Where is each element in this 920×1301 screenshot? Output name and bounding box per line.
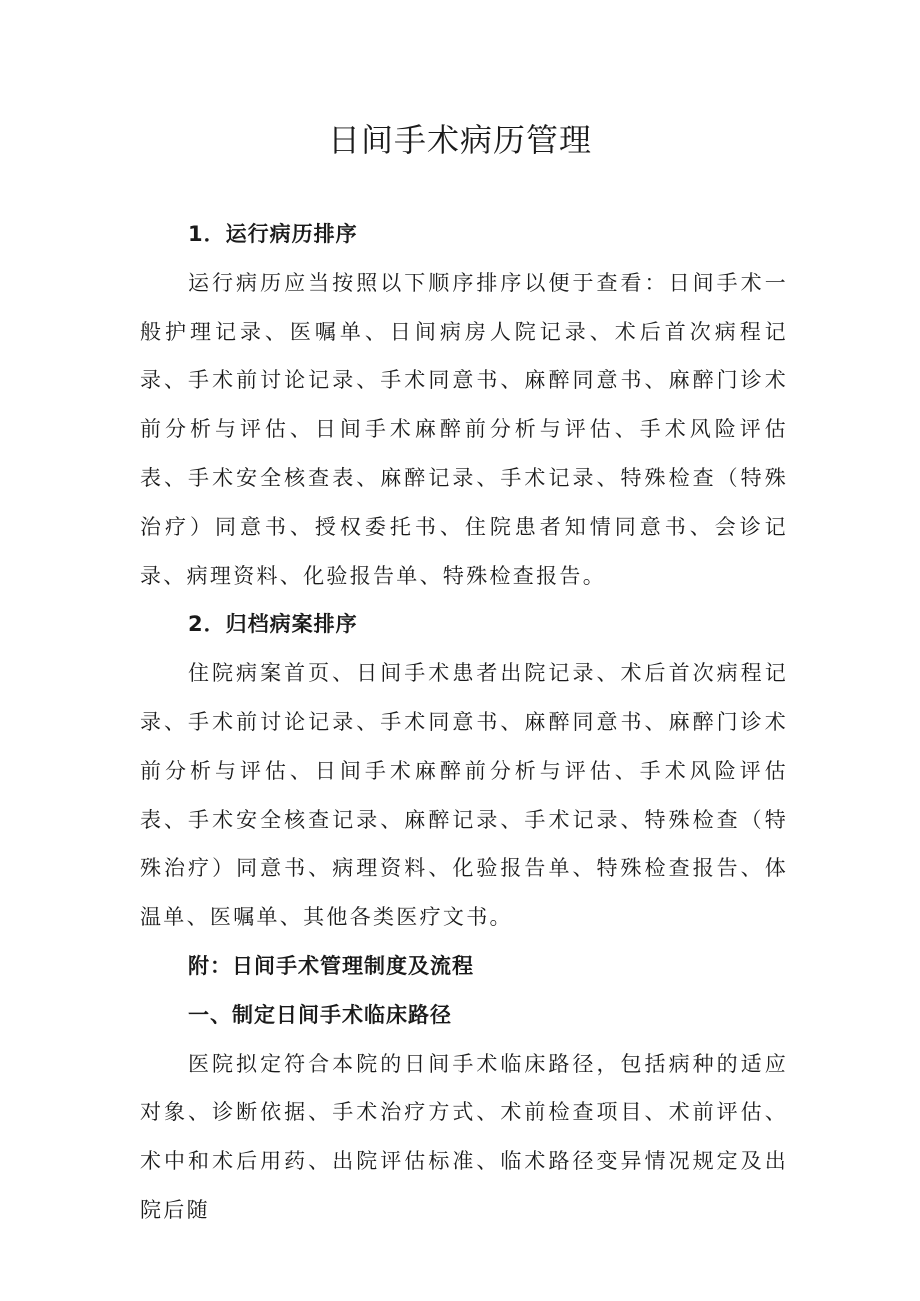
- document-body: [140, 210, 788, 1235]
- appendix-heading: 附：日间手术管理制度及流程: [188, 953, 474, 978]
- section-2-paragraph: 住院病案首页、日间手术患者出院记录、术后首次病程记录、手术前讨论记录、手术同意书、麻醉同意书、麻醉门诊术前分析与评估、日间手术麻醉前分析与评估、手术风险评估表、手术安全核查记录、麻醉记录、手术记录、特殊检查（特殊治疗）同意书、病理资料、化验报告单、特殊检查报告、体温单、医嘱单、其他各类医疗文书。: [140, 661, 788, 930]
- section-1-heading: 1．运行病历排序: [188, 222, 358, 246]
- section-2-heading: 2．归档病案排序: [188, 612, 358, 637]
- section-1-paragraph: 运行病历应当按照以下顺序排序以便于查看：日间手术一般护理记录、医嘱单、日间病房人院记录、术后首次病程记录、手术前讨论记录、手术同意书、麻醉同意书、麻醉门诊术前分析与评估、日间手术麻醉前分析与评估、手术风险评估表、手术安全核查表、麻醉记录、手术记录、特殊检查（特殊治疗）同意书、授权委托书、住院患者知情同意书、会诊记录、病理资料、化验报告单、特殊检查报告。: [140, 270, 788, 588]
- document-title: 日间手术病历管理: [327, 121, 592, 159]
- appendix-paragraph: 医院拟定符合本院的日间手术临床路径，包括病种的适应对象、诊断依据、手术治疗方式、术前检查项目、术前评估、术中和术后用药、出院评估标准、临术路径变异情况规定及出院后随: [140, 1051, 788, 1222]
- appendix-subheading: 一、制定日间手术临床路径: [188, 1002, 452, 1027]
